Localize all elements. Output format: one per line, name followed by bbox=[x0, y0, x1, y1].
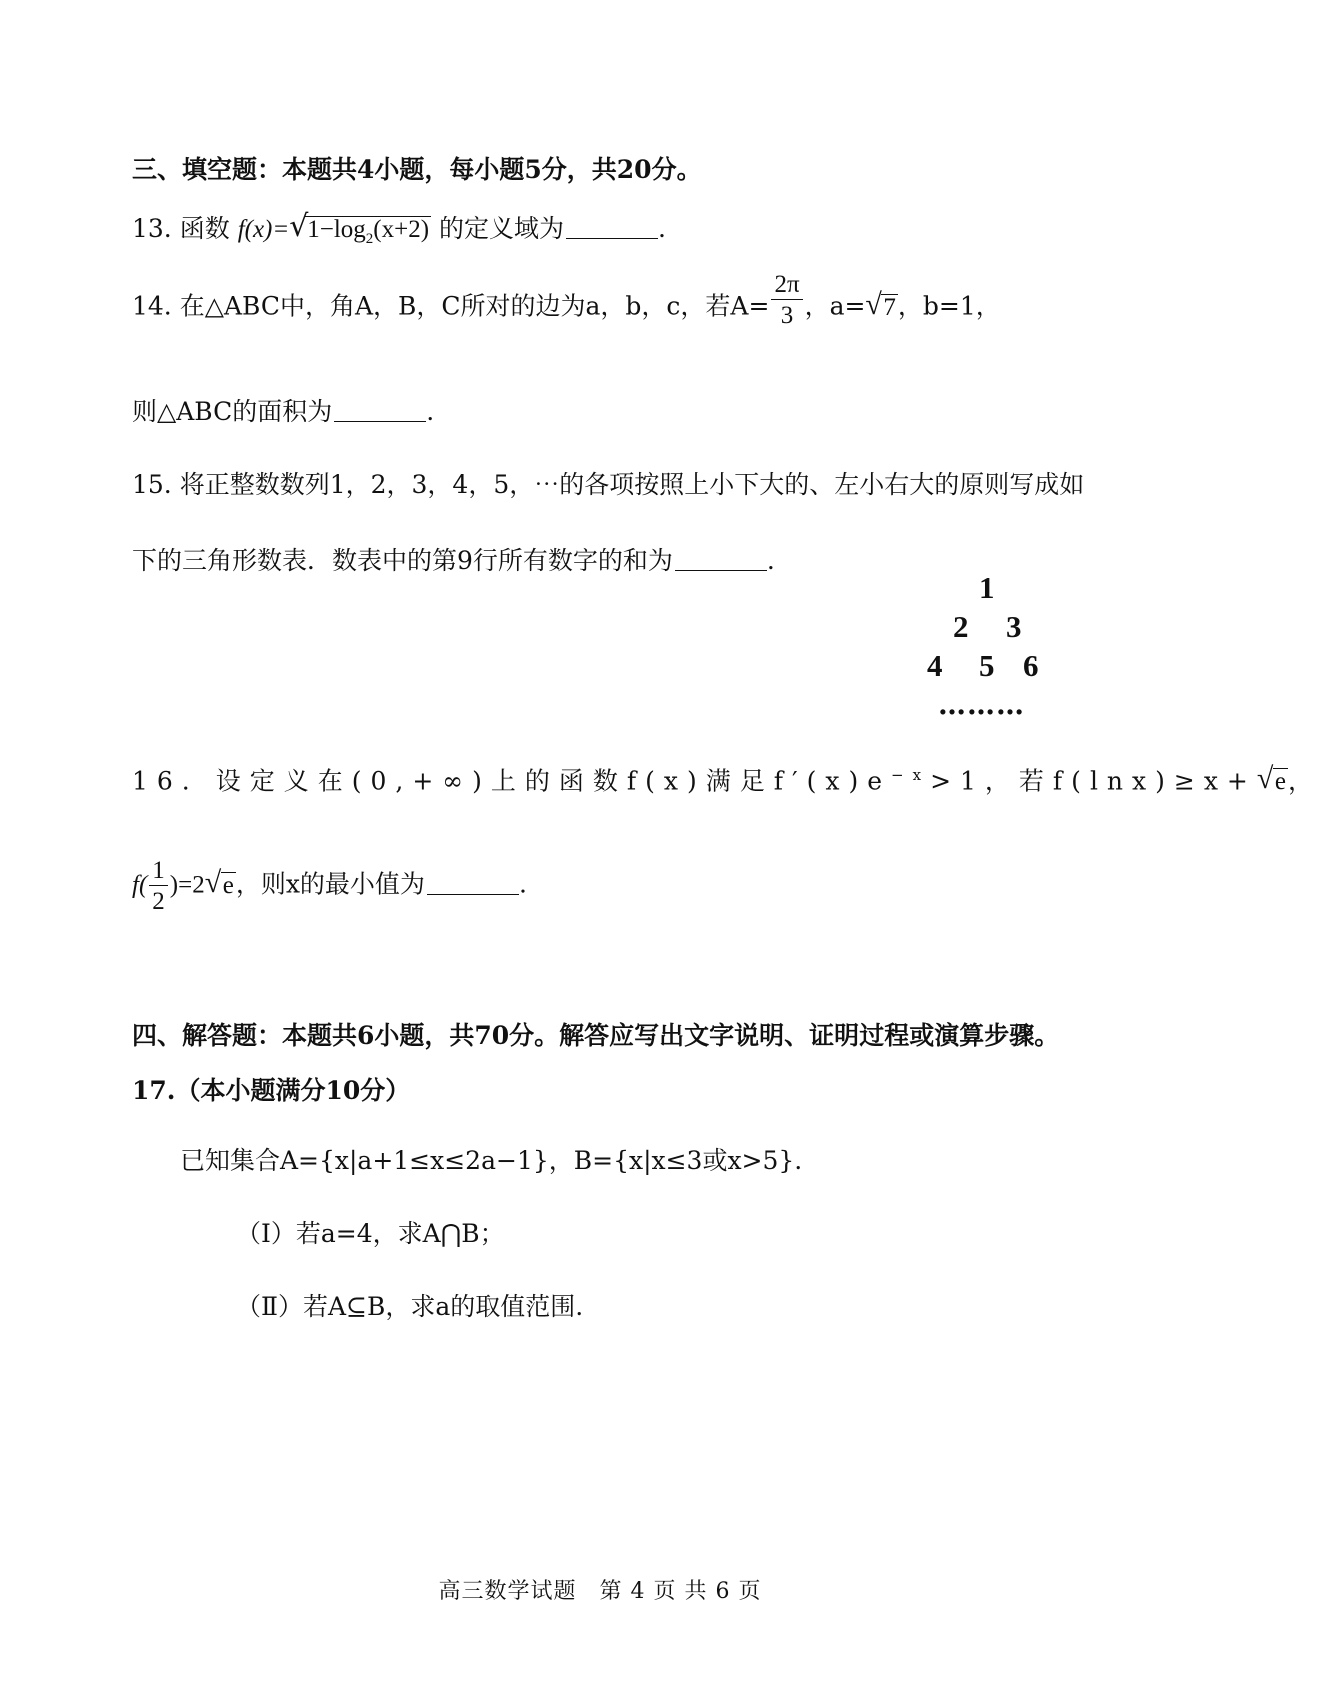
q14-answer-blank[interactable] bbox=[334, 399, 426, 422]
q13-log-base: 2 bbox=[365, 231, 374, 247]
question-14 bbox=[132, 271, 1001, 336]
q16-text1: 设定义在(0,+∞)上的函数f(x)满足f′(x)e bbox=[215, 766, 892, 796]
q16-text3: ， bbox=[1288, 766, 1322, 796]
triangle-cell: 6 bbox=[1023, 648, 1039, 683]
q14-end: . bbox=[426, 397, 435, 426]
q16-frac-num: 1 bbox=[149, 858, 168, 886]
q14-frac-den: 3 bbox=[780, 302, 794, 329]
q16-frac-den: 2 bbox=[152, 888, 165, 915]
question-17-statement: 已知集合A={x|a+1≤x≤2a−1}，B={x|x≤3或x>5}. bbox=[180, 1146, 803, 1175]
q16-answer-blank[interactable] bbox=[427, 872, 519, 895]
q15-answer-blank[interactable] bbox=[675, 548, 767, 571]
question-15 bbox=[132, 472, 1084, 497]
q15-line2: 下的三角形数表．数表中的第9行所有数字的和为 bbox=[132, 546, 673, 575]
question-16 bbox=[132, 762, 1322, 796]
q13-prefix: 函数 bbox=[179, 214, 230, 243]
triangle-cell: 2 bbox=[953, 609, 969, 644]
q14-text3: ，b=1， bbox=[897, 291, 1001, 321]
q14-number: 14. bbox=[132, 291, 172, 321]
triangle-ellipsis: ……… bbox=[938, 688, 1025, 721]
q16-sqrt: √ e bbox=[1256, 762, 1286, 796]
q16-exponent: −x bbox=[891, 766, 931, 784]
q14-sqrt: √ 7 bbox=[865, 287, 896, 321]
question-17-part1: （Ⅰ）若a=4，求A⋂B； bbox=[236, 1219, 505, 1248]
q16-l2-sqrt-value: e bbox=[222, 871, 234, 899]
q16-number: 16. bbox=[132, 766, 199, 796]
q13-answer-blank[interactable] bbox=[566, 216, 658, 239]
q16-text2: >1，若f(lnx)≥x+ bbox=[930, 766, 1257, 796]
q16-l2-post: ，则x的最小值为 bbox=[235, 869, 425, 899]
question-16-line2 bbox=[132, 858, 527, 914]
q14-frac-num: 2π bbox=[771, 272, 802, 300]
q13-radicand: 1−log bbox=[307, 216, 366, 243]
q14-sqrt-value: 7 bbox=[883, 293, 896, 321]
q15-number: 15. bbox=[132, 470, 172, 499]
question-14-line2 bbox=[132, 399, 434, 424]
q16-l2-sqrt: √ e bbox=[204, 865, 234, 899]
q14-line2: 则△ABC的面积为 bbox=[132, 397, 333, 426]
q14-text2: ，a= bbox=[804, 291, 866, 321]
q16-end: . bbox=[518, 869, 527, 899]
q13-end: . bbox=[658, 214, 666, 243]
triangle-cell: 3 bbox=[1006, 609, 1022, 644]
q16-sqrt-value: e bbox=[1274, 768, 1286, 796]
q13-func: f(x)= bbox=[237, 216, 290, 243]
section-3-heading: 三、填空题：本题共4小题，每小题5分，共20分。 bbox=[132, 155, 702, 184]
q15-line1: 将正整数数列1，2，3，4，5，⋯的各项按照上小下大的、左小右大的原则写成如 bbox=[179, 470, 1085, 499]
q16-l2-pre: f( bbox=[132, 871, 148, 899]
triangle-cell: 1 bbox=[979, 570, 995, 605]
question-15-line2 bbox=[132, 548, 775, 573]
q16-l2-mid: )=2 bbox=[169, 871, 205, 899]
q14-text1: 在△ABC中，角A，B，C所对的边为a，b，c，若A= bbox=[179, 291, 770, 321]
section-4-heading: 四、解答题：本题共6小题，共70分。解答应写出文字说明、证明过程或演算步骤。 bbox=[132, 1021, 1060, 1050]
triangle-cell: 4 bbox=[927, 648, 943, 683]
q16-fraction bbox=[149, 858, 168, 914]
triangle-cell: 5 bbox=[979, 648, 995, 683]
question-17-title: 17.（本小题满分10分） bbox=[132, 1076, 411, 1105]
q13-number: 13. bbox=[132, 214, 172, 243]
question-13 bbox=[132, 209, 666, 247]
q13-suffix: 的定义域为 bbox=[439, 214, 565, 243]
q13-radicand-tail: (x+2) bbox=[373, 216, 430, 243]
q15-end: . bbox=[766, 546, 775, 575]
page-footer: 高三数学试题 第 4 页 共 6 页 bbox=[438, 1579, 762, 1604]
q13-sqrt: √ $1-\log_2(x+2)$ bbox=[289, 209, 430, 247]
q14-fraction bbox=[771, 272, 802, 328]
question-17-part2: （Ⅱ）若A⊆B，求a的取值范围. bbox=[236, 1292, 584, 1321]
